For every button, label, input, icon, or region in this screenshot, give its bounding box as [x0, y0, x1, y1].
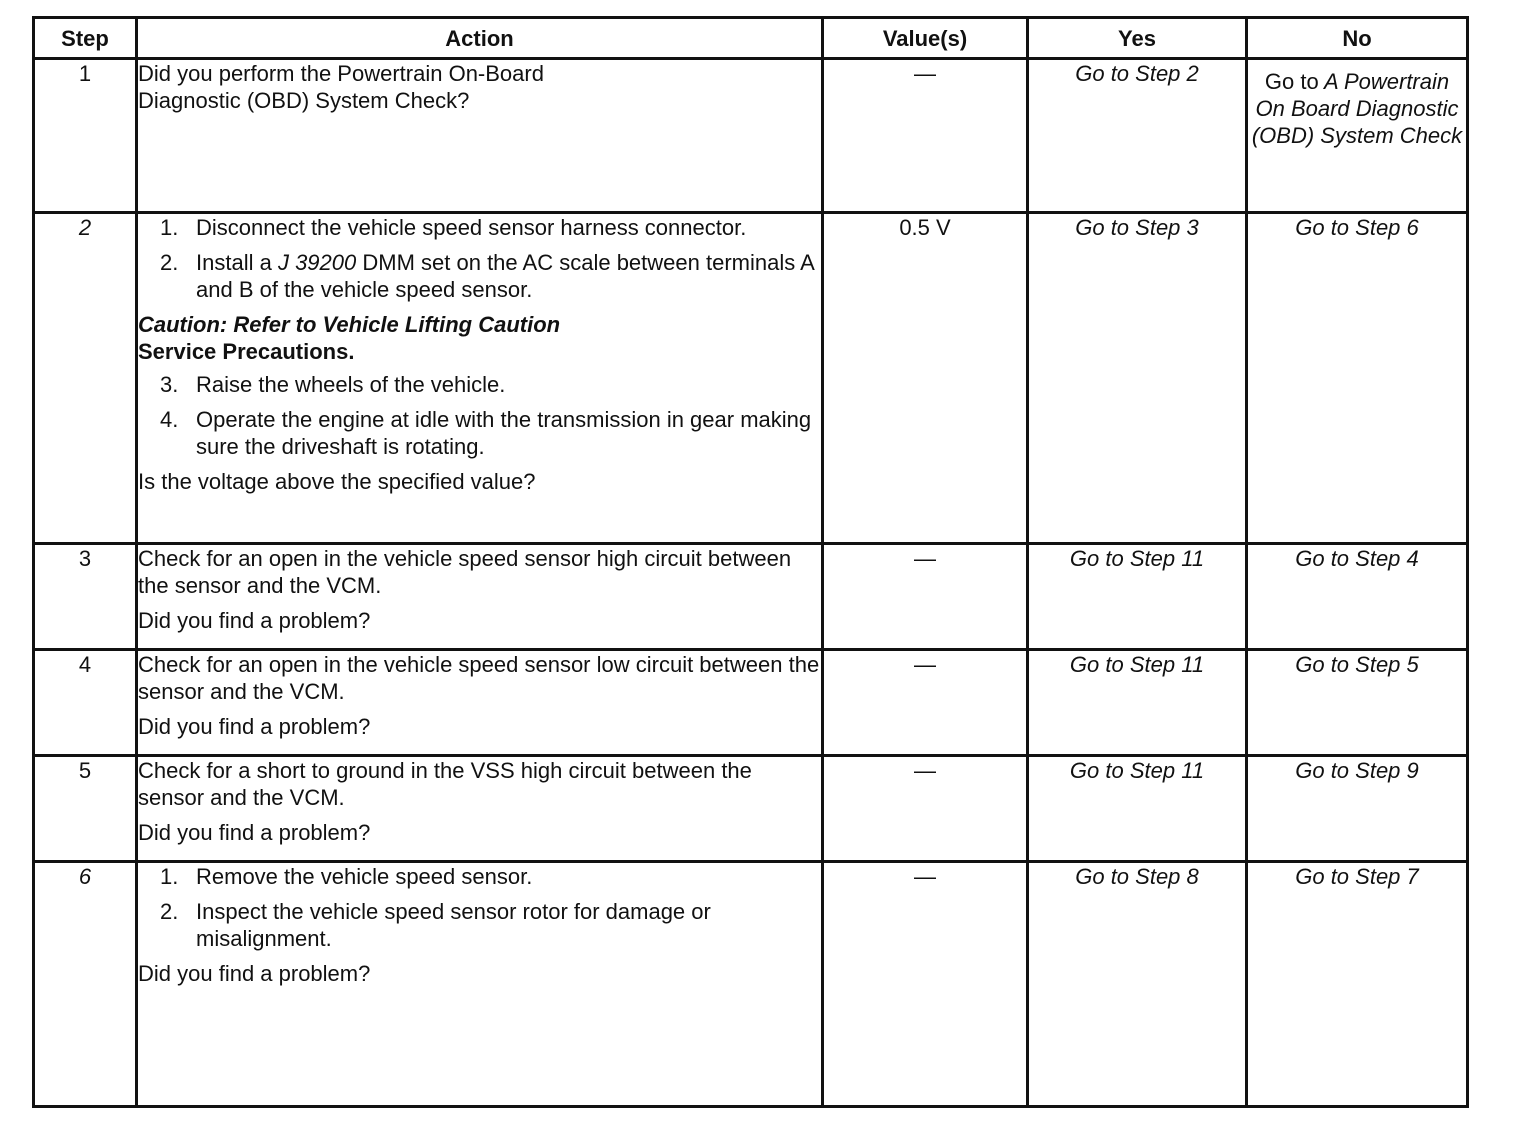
header-value: Value(s): [823, 18, 1028, 59]
action-question: Is the voltage above the specified value?: [138, 469, 536, 494]
action-step: 3. Raise the wheels of the vehicle.: [160, 372, 506, 397]
action-line: Diagnostic (OBD) System Check?: [138, 88, 470, 113]
action-text: Check for a short to ground in the VSS high circuit between the sensor and the VCM.: [138, 758, 752, 810]
action-step: 1. Remove the vehicle speed sensor.: [160, 864, 533, 889]
table-row: [34, 544, 1468, 650]
yes-cell[interactable]: Go to Step 11: [1028, 544, 1247, 650]
value-cell: —: [823, 756, 1028, 862]
tool-name: J 39200: [277, 250, 357, 275]
yes-cell[interactable]: Go to Step 11: [1028, 650, 1247, 756]
action-steps: [138, 863, 821, 952]
action-question: Did you find a problem?: [138, 961, 371, 986]
no-cell[interactable]: Go to Step 4: [1247, 544, 1468, 650]
yes-cell[interactable]: Go to Step 8: [1028, 862, 1247, 1107]
action-step: 1. Disconnect the vehicle speed sensor harness connector.: [160, 215, 747, 240]
action-steps: [138, 214, 821, 303]
diagnostic-table: [32, 16, 1469, 1108]
action-question: Did you find a problem?: [138, 820, 371, 845]
step-number: 1: [34, 59, 137, 213]
action-cell: [137, 544, 823, 650]
action-step: 2. Inspect the vehicle speed sensor rotor for damage or misalignment.: [160, 899, 711, 951]
value-cell: 0.5 V: [823, 213, 1028, 544]
yes-cell[interactable]: Go to Step 11: [1028, 756, 1247, 862]
no-cell[interactable]: Go to Step 7: [1247, 862, 1468, 1107]
action-text: Check for an open in the vehicle speed sensor high circuit between the sensor and the VCM.: [138, 546, 792, 598]
action-question: Did you find a problem?: [138, 608, 371, 633]
action-cell: [137, 59, 823, 213]
table-row: [34, 756, 1468, 862]
action-cell: [137, 213, 823, 544]
action-question: Did you find a problem?: [138, 714, 371, 739]
no-cell[interactable]: Go to Step 9: [1247, 756, 1468, 862]
action-cell: [137, 862, 823, 1107]
value-cell: —: [823, 862, 1028, 1107]
action-cell: [137, 650, 823, 756]
yes-cell[interactable]: Go to Step 3: [1028, 213, 1247, 544]
no-cell[interactable]: Go to Step 6: [1247, 213, 1468, 544]
value-cell: —: [823, 59, 1028, 213]
table-row: [34, 862, 1468, 1107]
action-line: Did you perform the Powertrain On-Board: [138, 61, 544, 86]
step-number: 5: [34, 756, 137, 862]
step-number: 6: [34, 862, 137, 1107]
value-cell: —: [823, 544, 1028, 650]
action-steps: [138, 371, 821, 460]
header-step: Step: [34, 18, 137, 59]
table-row: [34, 59, 1468, 213]
table-row: [34, 213, 1468, 544]
step-number: 2: [34, 213, 137, 544]
step-number: 4: [34, 650, 137, 756]
value-cell: —: [823, 650, 1028, 756]
header-yes: Yes: [1028, 18, 1247, 59]
header-action: Action: [137, 18, 823, 59]
yes-cell[interactable]: Go to Step 2: [1028, 59, 1247, 213]
header-row: [34, 18, 1468, 59]
no-cell[interactable]: Go to Step 5: [1247, 650, 1468, 756]
action-step: 2. Install a J 39200 DMM set on the AC scale between terminals A and B of the vehicle speed sensor.: [160, 250, 814, 302]
no-prefix: Go to: [1264, 69, 1319, 94]
no-link[interactable]: A Powertrain On Board Diagnostic (OBD) System Check: [1251, 69, 1463, 148]
header-no: No: [1247, 18, 1468, 59]
table-row: [34, 650, 1468, 756]
no-cell[interactable]: [1247, 59, 1468, 213]
caution-text: Caution: Refer to Vehicle Lifting Caution: [138, 312, 561, 337]
action-cell: [137, 756, 823, 862]
action-text: Check for an open in the vehicle speed sensor low circuit between the sensor and the VCM.: [138, 652, 820, 704]
action-step: 4. Operate the engine at idle with the transmission in gear making sure the driveshaft is rotating.: [160, 407, 812, 459]
step-number: 3: [34, 544, 137, 650]
caution-text-2: Service Precautions.: [138, 339, 355, 364]
